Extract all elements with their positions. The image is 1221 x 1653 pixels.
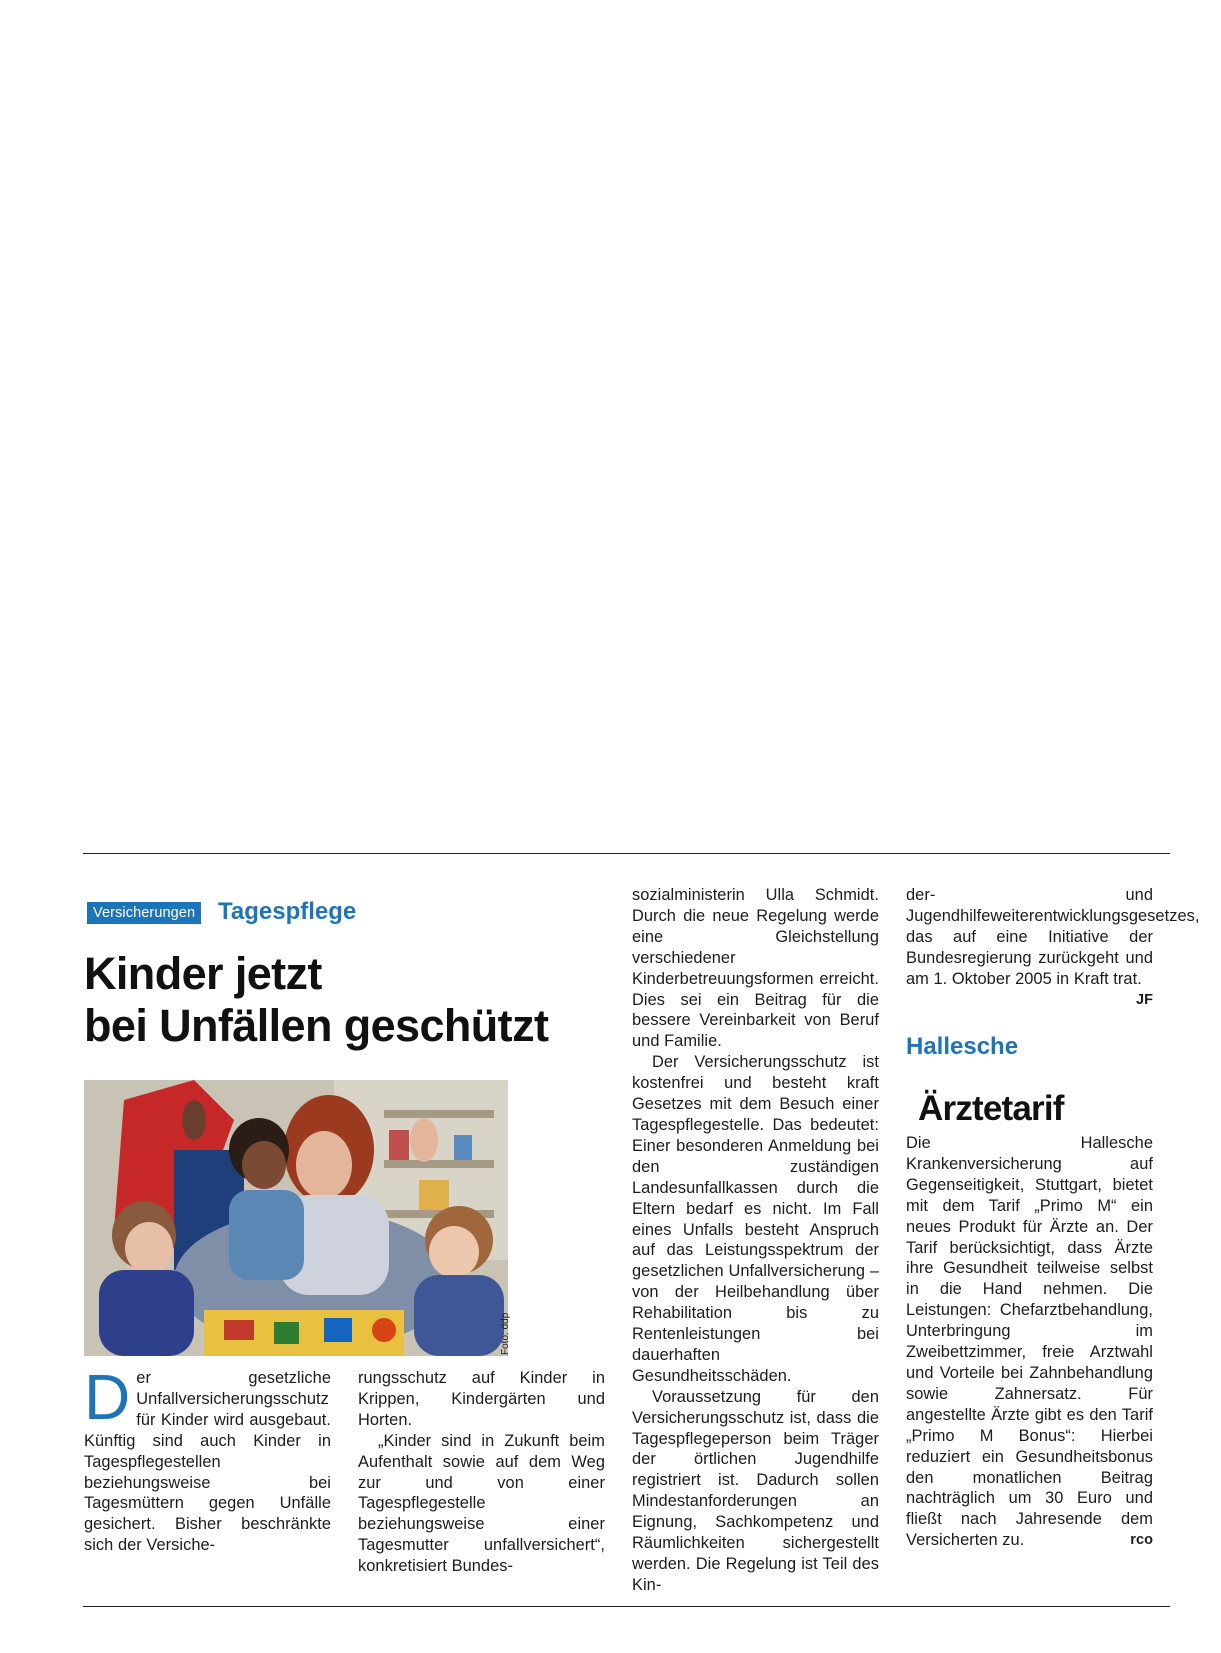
col3-paragraph-2: Der Versicherungsschutz ist kostenfrei und besteht kraft Gesetzes mit dem Besuch einer Tagespflegestelle. Das bedeutet: Einer besonderen Anmeldung bei den zuständigen Landesunfallkassen durch die Eltern bedarf es nicht. Im Fall eines Unfalls besteht Anspruch auf das Leistungsspektrum der gesetzlichen Unfallversicherung – von der Heilbehandlung über Rehabilitation bis zu Rentenleistungen bei dauerhaften Gesundheitsschäden.	[632, 1053, 879, 1385]
col4-paragraph-1	[906, 885, 1200, 1008]
article-column-1	[84, 1361, 331, 1556]
headline-line-2: bei Unfällen geschützt	[84, 1000, 549, 1051]
photo-credit: Foto: ddp	[500, 1312, 511, 1355]
photo-illustration	[84, 1080, 508, 1356]
article-kicker: Tagespflege	[218, 898, 357, 925]
headline-line-1: Kinder jetzt	[84, 948, 322, 999]
author-signature: JF	[1135, 991, 1153, 1008]
top-rule	[83, 853, 1170, 854]
article-headline	[84, 948, 604, 1052]
article-column-3	[632, 885, 879, 1596]
article2-body	[906, 1133, 1153, 1551]
bottom-rule	[83, 1606, 1170, 1607]
col3-paragraph-3: Voraussetzung für den Versicherungsschutz ist, dass die Tagespflegeperson beim Träger der örtlichen Jugendhilfe registriert ist. Dadurch sollen Mindestanforderungen an Eignung, Sachkompetenz und Räumlichkeiten sichergestellt werden. Die Regelung ist Teil des Kin-	[632, 1387, 879, 1594]
col3-paragraph-1: sozialministerin Ulla Schmidt. Durch die neue Regelung werde eine Gleichstellung verschiedener Kinderbetreuungsformen erreicht. Dies sei ein Beitrag für die bessere Vereinbarkeit von Beruf und Familie.	[632, 886, 879, 1051]
article2-headline: Ärztetarif	[918, 1089, 1064, 1128]
article2-paragraph	[906, 1133, 1153, 1551]
article2-signature: rco	[1130, 1532, 1153, 1549]
col4-text: der- und Jugendhilfeweiterentwicklungsgesetzes, das auf eine Initiative der Bundesregierung zurückgeht und am 1. Oktober 2005 in Kraft trat.	[906, 886, 1200, 988]
col2-paragraph-1: rungsschutz auf Kinder in Krippen, Kindergärten und Horten.	[358, 1369, 605, 1429]
article-column-2	[358, 1368, 605, 1577]
article-photo	[84, 1080, 508, 1356]
drop-cap: D	[84, 1361, 131, 1433]
col1-text: er gesetzliche Unfallversicherungsschutz für Kinder wird ausgebaut. Künftig sind auch Kinder in Tagespflegestellen beziehungsweise bei Tagesmüttern gegen Unfälle gesichert. Bisher beschränkte sich der Versiche-	[84, 1369, 331, 1555]
article2-kicker: Hallesche	[906, 1033, 1019, 1060]
col2-paragraph-2: „Kinder sind in Zukunft beim Aufenthalt sowie auf dem Weg zur und von einer Tagespflegestelle beziehungsweise einer Tagesmutter unfallversichert“, konkretisiert Bundes-	[358, 1431, 605, 1576]
article2-text: Die Hallesche Krankenversicherung auf Gegenseitigkeit, Stuttgart, bietet mit dem Tarif „Primo M“ ein neues Produkt für Ärzte an. Der Tarif berücksichtigt, dass Ärzte ihre Gesundheit teilweise selbst in die Hand nehmen. Die Leistungen: Chefarztbehandlung, Unterbringung im Zweibettzimmer, freie Arztwahl und Vorteile bei Zahnbehandlung sowie Zahnersatz. Für angestellte Ärzte gibt es den Tarif „Primo M Bonus“: Hierbei reduziert ein Gesundheitsbonus den monatlichen Beitrag nachträglich um 30 Euro und fließt nach Jahresende dem Versicherten zu.	[906, 1134, 1153, 1550]
section-tag: Versicherungen	[87, 902, 201, 924]
article-column-4	[906, 885, 1200, 1010]
